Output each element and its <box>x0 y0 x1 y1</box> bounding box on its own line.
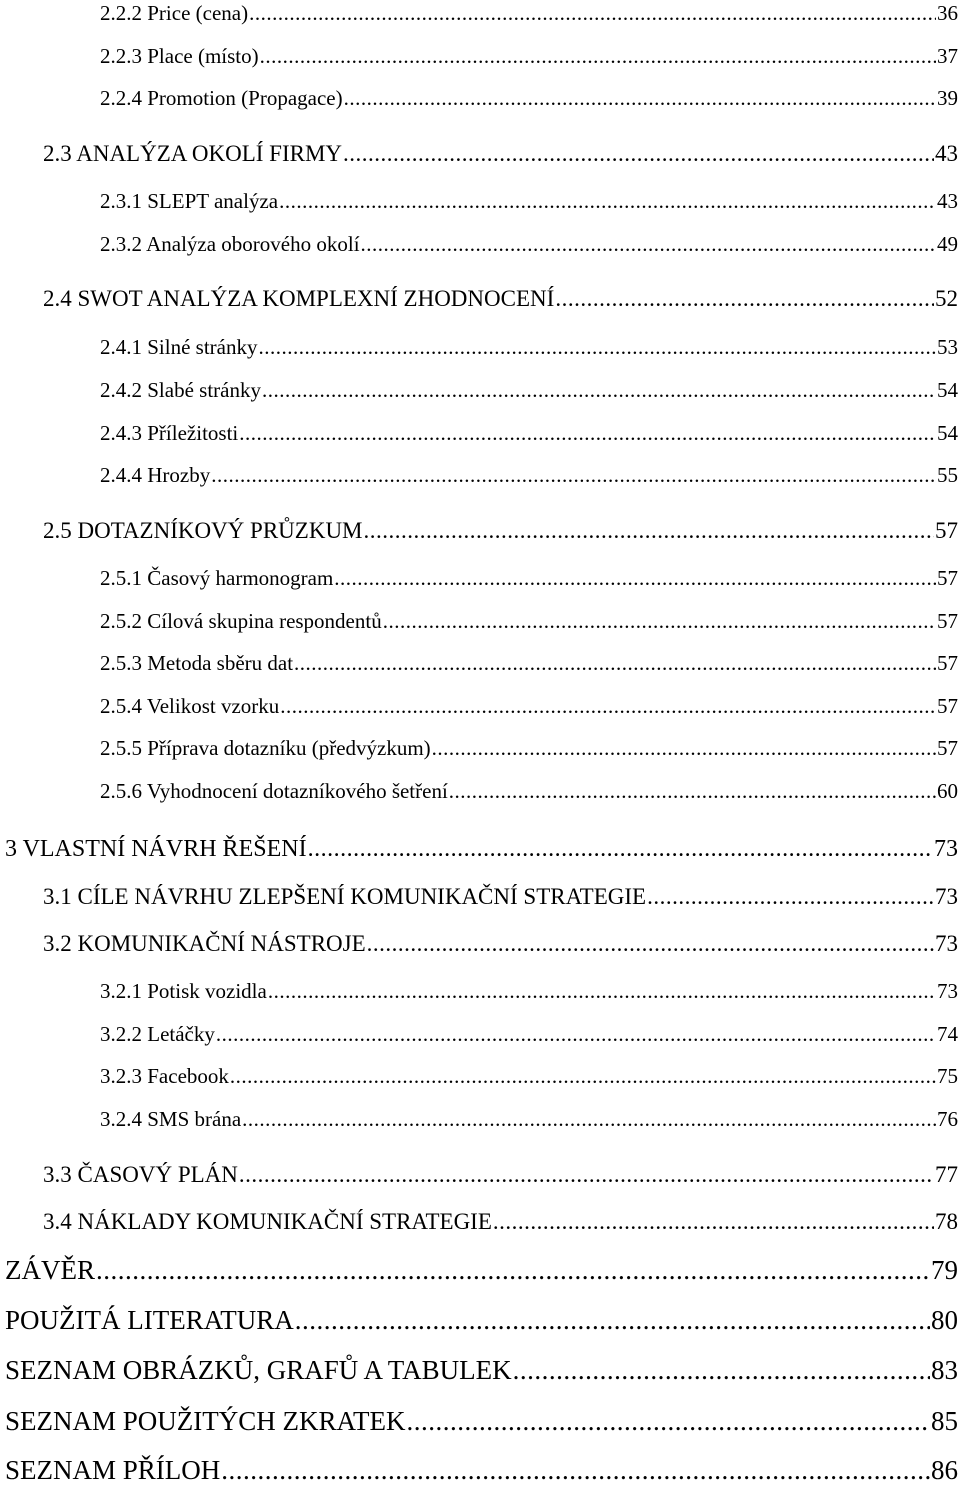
toc-entry-label: 3 VLASTNÍ NÁVRH ŘEŠENÍ <box>5 836 307 862</box>
toc-entry-label: 2.4.4 Hrozby <box>100 463 211 487</box>
toc-leader-dots <box>493 1205 934 1239</box>
toc-entry-page: 57 <box>935 518 958 543</box>
toc-entry-label: 3.4 NÁKLADY KOMUNIKAČNÍ STRATEGIE <box>43 1209 492 1234</box>
toc-entry-label: 2.4.2 Slabé stránky <box>100 378 261 402</box>
toc-leader-dots <box>361 227 936 261</box>
toc-entry-page: 36 <box>937 1 958 25</box>
toc-entry-page: 76 <box>937 1107 958 1131</box>
toc-entry-page: 39 <box>937 86 958 110</box>
toc-leader-dots <box>249 0 936 30</box>
toc-entry-page: 54 <box>937 421 958 445</box>
toc-entry[interactable] <box>100 689 958 723</box>
toc-entry-page: 53 <box>937 335 958 359</box>
toc-entry-page: 43 <box>935 141 958 166</box>
toc-entry-page: 86 <box>931 1455 958 1485</box>
toc-entry-label: 3.2.2 Letáčky <box>100 1022 215 1046</box>
toc-leader-dots <box>343 137 934 171</box>
toc-leader-dots <box>294 646 936 680</box>
toc-entry[interactable] <box>100 227 958 261</box>
toc-leader-dots <box>334 561 936 595</box>
toc-entry-page: 73 <box>935 931 958 956</box>
toc-entry-page: 75 <box>937 1064 958 1088</box>
toc-entry-label: 3.2.1 Potisk vozidla <box>100 979 267 1003</box>
toc-entry-label: 2.5.2 Cílová skupina respondentů <box>100 609 382 633</box>
toc-leader-dots <box>230 1059 936 1093</box>
toc-leader-dots <box>239 1158 934 1192</box>
toc-entry-page: 49 <box>937 232 958 256</box>
toc-entry-page: 43 <box>937 189 958 213</box>
toc-leader-dots <box>242 1102 936 1136</box>
toc-entry-page: 57 <box>937 694 958 718</box>
toc-entry[interactable] <box>43 137 958 171</box>
toc-entry[interactable] <box>100 561 958 595</box>
toc-entry-label: 2.2.2 Price (cena) <box>100 1 249 25</box>
toc-entry-page: 73 <box>934 836 958 862</box>
toc-leader-dots <box>280 689 936 723</box>
toc-entry-page: 80 <box>931 1305 958 1335</box>
toc-leader-dots <box>211 458 936 492</box>
toc-entry-label: 2.4.1 Silné stránky <box>100 335 258 359</box>
toc-entry-page: 85 <box>931 1406 958 1436</box>
toc-entry-page: 77 <box>935 1162 958 1187</box>
toc-entry-label: 2.5.3 Metoda sběru dat <box>100 651 294 675</box>
toc-entry-label: 2.3.2 Analýza oborového okolí <box>100 232 360 256</box>
toc-leader-dots <box>268 974 936 1008</box>
toc-entry[interactable] <box>5 1353 958 1387</box>
toc-entry-label: 2.5.5 Příprava dotazníku (předvýzkum) <box>100 736 431 760</box>
toc-entry-page: 57 <box>937 609 958 633</box>
toc-entry[interactable] <box>100 458 958 492</box>
toc-entry[interactable] <box>100 774 958 808</box>
toc-entry-page: 60 <box>937 779 958 803</box>
toc-leader-dots <box>383 604 936 638</box>
toc-entry[interactable] <box>43 1158 958 1192</box>
toc-entry-label: SEZNAM OBRÁZKŮ, GRAFŮ A TABULEK <box>5 1355 512 1385</box>
toc-entry-label: SEZNAM POUŽITÝCH ZKRATEK <box>5 1406 406 1436</box>
toc-entry-label: 3.3 ČASOVÝ PLÁN <box>43 1162 238 1187</box>
toc-entry-page: 57 <box>937 736 958 760</box>
toc-entry-page: 55 <box>937 463 958 487</box>
toc-entry-page: 37 <box>937 44 958 68</box>
toc-entry-label: 2.2.3 Place (místo) <box>100 44 259 68</box>
toc-entry-page: 54 <box>937 378 958 402</box>
toc-entry-page: 79 <box>931 1255 958 1285</box>
toc-entry[interactable] <box>100 373 958 407</box>
toc-entry[interactable] <box>100 39 958 73</box>
toc-entry-label: 3.1 CÍLE NÁVRHU ZLEPŠENÍ KOMUNIKAČNÍ STRATEGIE <box>43 884 647 909</box>
toc-entry-page: 74 <box>937 1022 958 1046</box>
toc-entry[interactable] <box>43 514 958 548</box>
toc-entry[interactable] <box>100 1017 958 1051</box>
toc-leader-dots <box>260 39 936 73</box>
toc-leader-dots <box>555 282 934 316</box>
toc-entry[interactable] <box>100 604 958 638</box>
toc-entry[interactable] <box>100 330 958 364</box>
toc-leader-dots <box>96 1253 930 1287</box>
toc-entry-page: 57 <box>937 566 958 590</box>
toc-entry[interactable] <box>5 1253 958 1287</box>
toc-leader-dots <box>344 81 936 115</box>
toc-entry[interactable] <box>100 646 958 680</box>
toc-entry-label: 2.3 ANALÝZA OKOLÍ FIRMY <box>43 141 342 166</box>
toc-leader-dots <box>295 1303 930 1337</box>
toc-leader-dots <box>262 373 936 407</box>
toc-entry[interactable] <box>100 184 958 218</box>
toc-leader-dots <box>239 416 936 450</box>
toc-leader-dots <box>364 514 934 548</box>
toc-entry[interactable] <box>5 1453 958 1487</box>
toc-entry[interactable] <box>100 1059 958 1093</box>
toc-entry[interactable] <box>5 832 958 866</box>
toc-leader-dots <box>367 927 934 961</box>
toc-entry[interactable] <box>5 1404 958 1438</box>
toc-leader-dots <box>216 1017 936 1051</box>
toc-entry-label: SEZNAM PŘÍLOH <box>5 1455 221 1485</box>
toc-entry-label: 3.2.4 SMS brána <box>100 1107 242 1131</box>
toc-entry-label: 3.2.3 Facebook <box>100 1064 229 1088</box>
toc-entry[interactable] <box>100 974 958 1008</box>
toc-leader-dots <box>513 1353 930 1387</box>
toc-leader-dots <box>308 832 933 866</box>
toc-entry[interactable] <box>100 731 958 765</box>
toc-entry[interactable] <box>100 81 958 115</box>
toc-entry-label: 2.4 SWOT ANALÝZA KOMPLEXNÍ ZHODNOCENÍ <box>43 286 555 311</box>
toc-leader-dots <box>259 330 937 364</box>
toc-entry-page: 57 <box>937 651 958 675</box>
toc-entry-page: 78 <box>935 1209 958 1234</box>
toc-entry-label: ZÁVĚR <box>5 1255 95 1285</box>
toc-entry-page: 73 <box>937 979 958 1003</box>
toc-leader-dots <box>221 1453 930 1487</box>
toc-entry[interactable] <box>100 1102 958 1136</box>
toc-entry-label: 2.2.4 Promotion (Propagace) <box>100 86 343 110</box>
toc-entry[interactable] <box>43 1205 958 1239</box>
toc-entry-page: 73 <box>935 884 958 909</box>
toc-entry[interactable] <box>100 0 958 30</box>
toc-entry-label: 2.3.1 SLEPT analýza <box>100 189 279 213</box>
toc-entry-label: 2.5.6 Vyhodnocení dotazníkového šetření <box>100 779 448 803</box>
toc-entry-label: 2.4.3 Příležitosti <box>100 421 239 445</box>
toc-entry-label: POUŽITÁ LITERATURA <box>5 1305 294 1335</box>
toc-entry[interactable] <box>5 1303 958 1337</box>
toc-entry-label: 2.5.4 Velikost vzorku <box>100 694 280 718</box>
toc-leader-dots <box>407 1404 931 1438</box>
toc-entry-label: 2.5.1 Časový harmonogram <box>100 566 334 590</box>
toc-leader-dots <box>647 880 934 914</box>
toc-entry[interactable] <box>43 880 958 914</box>
toc-leader-dots <box>279 184 936 218</box>
toc-entry[interactable] <box>43 927 958 961</box>
toc-entry[interactable] <box>100 416 958 450</box>
toc-entry[interactable] <box>43 282 958 316</box>
toc-entry-label: 3.2 KOMUNIKAČNÍ NÁSTROJE <box>43 931 366 956</box>
toc-leader-dots <box>449 774 936 808</box>
toc-leader-dots <box>432 731 936 765</box>
toc-entry-label: 2.5 DOTAZNÍKOVÝ PRŮZKUM <box>43 518 363 543</box>
toc-entry-page: 83 <box>931 1355 958 1385</box>
toc-entry-page: 52 <box>935 286 958 311</box>
